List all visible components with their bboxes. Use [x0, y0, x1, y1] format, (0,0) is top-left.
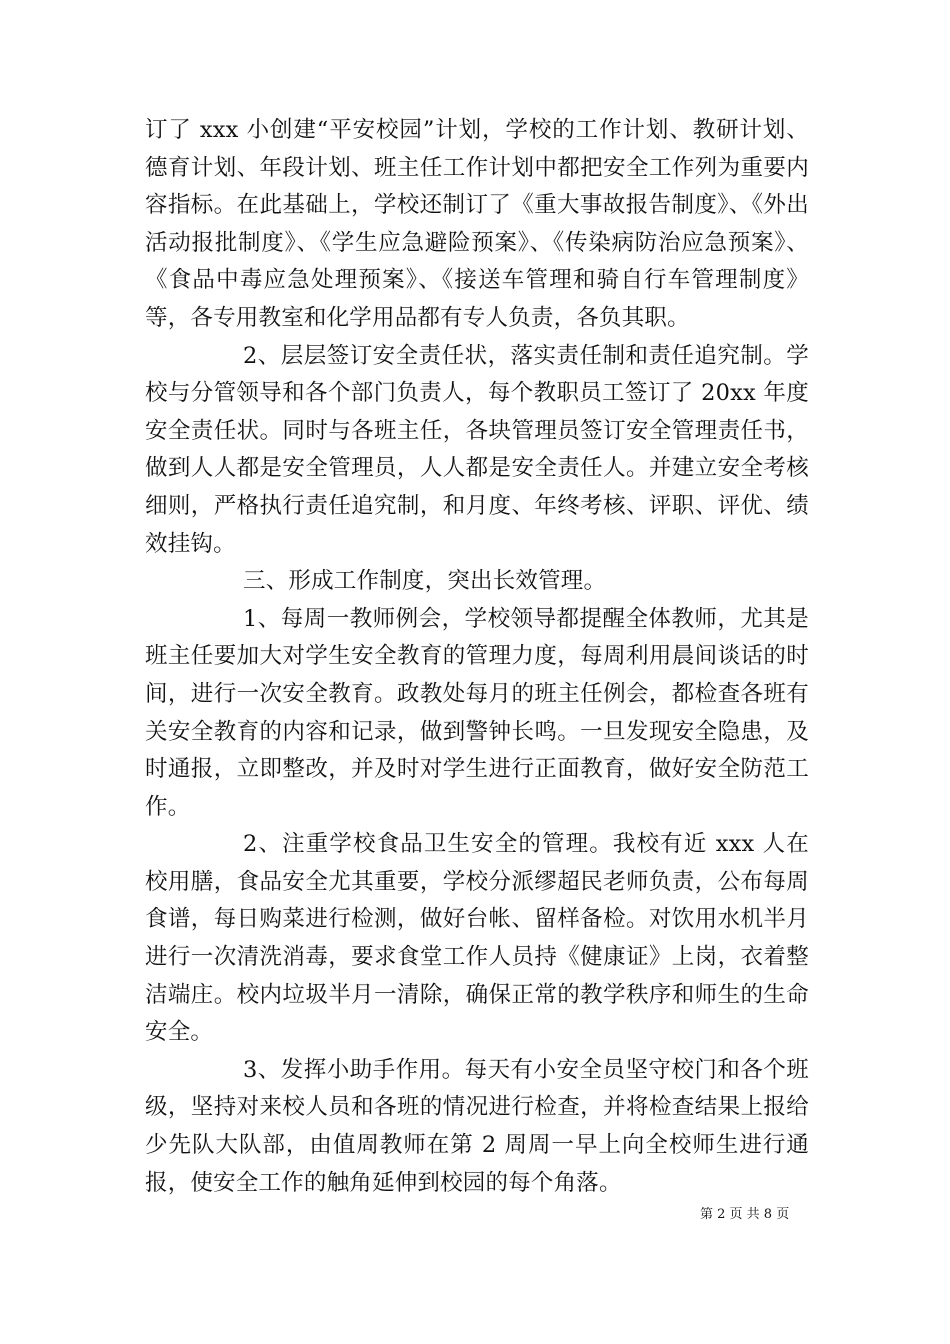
page-number-footer: 第 2 页 共 8 页 — [700, 1207, 790, 1222]
section-heading-work-system: 三、形成工作制度，突出长效管理。 — [243, 568, 607, 595]
body-text — [145, 112, 809, 1202]
paragraph-plan-continuation: 订了 xxx 小创建“平安校园”计划，学校的工作计划、教研计划、德育计划、年段计划、班主任工作计划中都把安全工作列为重要内容指标。在此基础上，学校还制订了《重大事故报告制度》、《外出活动报批制度》、《学生应急避险预案》、《传染病防治应急预案》、《食品中毒应急处理预案》、《接送车管理和骑自行车管理制度》等，各专用教室和化学用品都有专人负责，各负其职。 — [145, 117, 809, 331]
paragraph-little-helpers: 3、发挥小助手作用。每天有小安全员坚守校门和各个班级，坚持对来校人员和各班的情况进行检查，并将检查结果上报给少先队大队部，由值周教师在第 2 周周一早上向全校师生进行通报，使安全工作的触角延伸到校园的每个角落。 — [145, 1056, 809, 1196]
paragraph-food-safety: 2、注重学校食品卫生安全的管理。我校有近 xxx 人在校用膳，食品安全尤其重要，学校分派缪超民老师负责，公布每周食谱，每日购菜进行检测，做好台帐、留样备检。对饮用水机半月进行一次清洗消毒，要求食堂工作人员持《健康证》上岗，衣着整洁端庄。校内垃圾半月一清除，确保正常的教学秩序和师生的生命安全。 — [145, 831, 809, 1046]
paragraph-responsibility-contracts: 2、层层签订安全责任状，落实责任制和责任追究制。学校与分管领导和各个部门负责人，每个教职员工签订了 20xx 年度安全责任状。同时与各班主任，各块管理员签订安全管理责任书，做到人人都是安全管理员，人人都是安全责任人。并建立安全考核细则，严格执行责任追究制，和月度、年终考核、评职、评优、绩效挂钩。 — [145, 342, 809, 557]
paragraph-weekly-meeting: 1、每周一教师例会，学校领导都提醒全体教师，尤其是班主任要加大对学生安全教育的管理力度，每周利用晨间谈话的时间，进行一次安全教育。政教处每月的班主任例会，都检查各班有关安全教育的内容和记录，做到警钟长鸣。一旦发现安全隐患，及时通报，立即整改，并及时对学生进行正面教育，做好安全防范工作。 — [145, 605, 809, 820]
